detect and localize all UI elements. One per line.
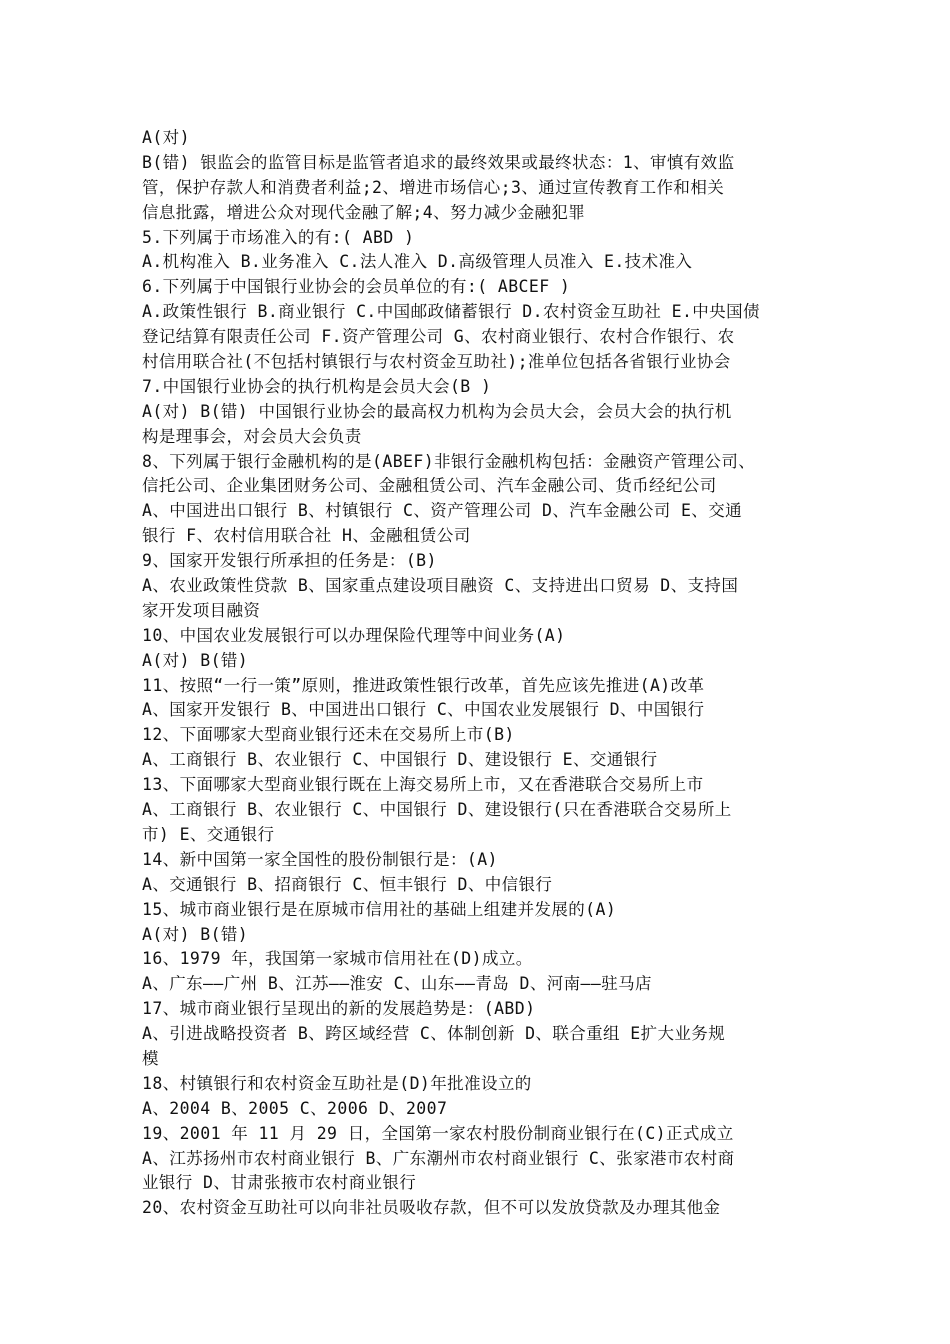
question-line: 14、新中国第一家全国性的股份制银行是：(A) — [142, 849, 498, 869]
options-line: A、江苏扬州市农村商业银行 B、广东潮州市农村商业银行 C、张家港市农村商 — [142, 1148, 735, 1168]
options-line: 银行 F、农村信用联合社 H、金融租赁公司 — [142, 526, 471, 546]
options-line: 家开发项目融资 — [142, 600, 261, 620]
options-line: A、中国进出口银行 B、村镇银行 C、资产管理公司 D、汽车金融公司 E、交通 — [142, 501, 743, 521]
question-line: 7.中国银行业协会的执行机构是会员大会(B ) — [142, 376, 492, 396]
question-line: 17、城市商业银行呈现出的新的发展趋势是：(ABD) — [142, 999, 536, 1019]
question-line: 11、按照“一行一策”原则，推进政策性银行改革，首先应该先推进(A)改革 — [142, 675, 705, 695]
options-line: A、广东——广州 B、江苏——淮安 C、山东——青岛 D、河南——驻马店 — [142, 974, 652, 994]
options-line: A(对) B(错) 中国银行业协会的最高权力机构为会员大会，会员大会的执行机 — [142, 401, 732, 421]
text-line: B(错) 银监会的监管目标是监管者追求的最终效果或最终状态：1、审慎有效监 — [142, 152, 735, 172]
document-page — [142, 126, 832, 1221]
options-line: 业银行 D、甘肃张掖市农村商业银行 — [142, 1173, 417, 1193]
question-line: 6.下列属于中国银行业协会的会员单位的有:( ABCEF ) — [142, 277, 571, 297]
question-line: 8、下列属于银行金融机构的是(ABEF)非银行金融机构包括：金融资产管理公司、 — [142, 451, 756, 471]
options-line: A(对) B(错) — [142, 924, 249, 944]
text-line: A(对) — [142, 128, 190, 147]
question-line: 10、中国农业发展银行可以办理保险代理等中间业务(A) — [142, 625, 566, 645]
options-line: A.政策性银行 B.商业银行 C.中国邮政储蓄银行 D.农村资金互助社 E.中央国债 — [142, 302, 760, 322]
options-line: 市) E、交通银行 — [142, 824, 275, 844]
options-line: A、工商银行 B、农业银行 C、中国银行 D、建设银行(只在香港联合交易所上 — [142, 800, 732, 820]
question-line: 15、城市商业银行是在原城市信用社的基础上组建并发展的(A) — [142, 899, 617, 919]
question-line: 信托公司、企业集团财务公司、金融租赁公司、汽车金融公司、货币经纪公司 — [142, 476, 717, 496]
options-line: A、2004 B、2005 C、2006 D、2007 — [142, 1098, 448, 1118]
options-line: A、工商银行 B、农业银行 C、中国银行 D、建设银行 E、交通银行 — [142, 750, 658, 770]
options-line: 登记结算有限责任公司 F.资产管理公司 G、农村商业银行、农村合作银行、农 — [142, 327, 735, 347]
options-line: A.机构准入 B.业务准入 C.法人准入 D.高级管理人员准入 E.技术准入 — [142, 252, 693, 272]
question-line: 5.下列属于市场准入的有:( ABD ) — [142, 227, 415, 247]
text-line: 管，保护存款人和消费者利益;2、增进市场信心;3、通过宣传教育工作和相关 — [142, 177, 725, 197]
question-line: 12、下面哪家大型商业银行还未在交易所上市(B) — [142, 725, 515, 745]
options-line: 村信用联合社(不包括村镇银行与农村资金互助社);准单位包括各省银行业协会 — [142, 352, 731, 372]
options-line: A、引进战略投资者 B、跨区域经营 C、体制创新 D、联合重组 E扩大业务规 — [142, 1024, 726, 1044]
question-line: 16、1979 年，我国第一家城市信用社在(D)成立。 — [142, 949, 533, 969]
question-line: 20、农村资金互助社可以向非社员吸收存款，但不可以发放贷款及办理其他金 — [142, 1198, 721, 1218]
options-line: A、交通银行 B、招商银行 C、恒丰银行 D、中信银行 — [142, 874, 553, 894]
question-line: 19、2001 年 11 月 29 日，全国第一家农村股份制商业银行在(C)正式成立 — [142, 1123, 734, 1143]
options-line: A、农业政策性贷款 B、国家重点建设项目融资 C、支持进出口贸易 D、支持国 — [142, 576, 739, 596]
options-line: 模 — [142, 1048, 159, 1068]
question-line: 13、下面哪家大型商业银行既在上海交易所上市，又在香港联合交易所上市 — [142, 775, 704, 795]
question-line: 9、国家开发银行所承担的任务是：(B) — [142, 551, 437, 571]
options-line: 构是理事会，对会员大会负责 — [142, 426, 362, 446]
question-line: 18、村镇银行和农村资金互助社是(D)年批准设立的 — [142, 1073, 532, 1093]
options-line: A、国家开发银行 B、中国进出口银行 C、中国农业发展银行 D、中国银行 — [142, 700, 705, 720]
text-line: 信息批露，增进公众对现代金融了解;4、努力减少金融犯罪 — [142, 202, 586, 222]
options-line: A(对) B(错) — [142, 650, 249, 670]
